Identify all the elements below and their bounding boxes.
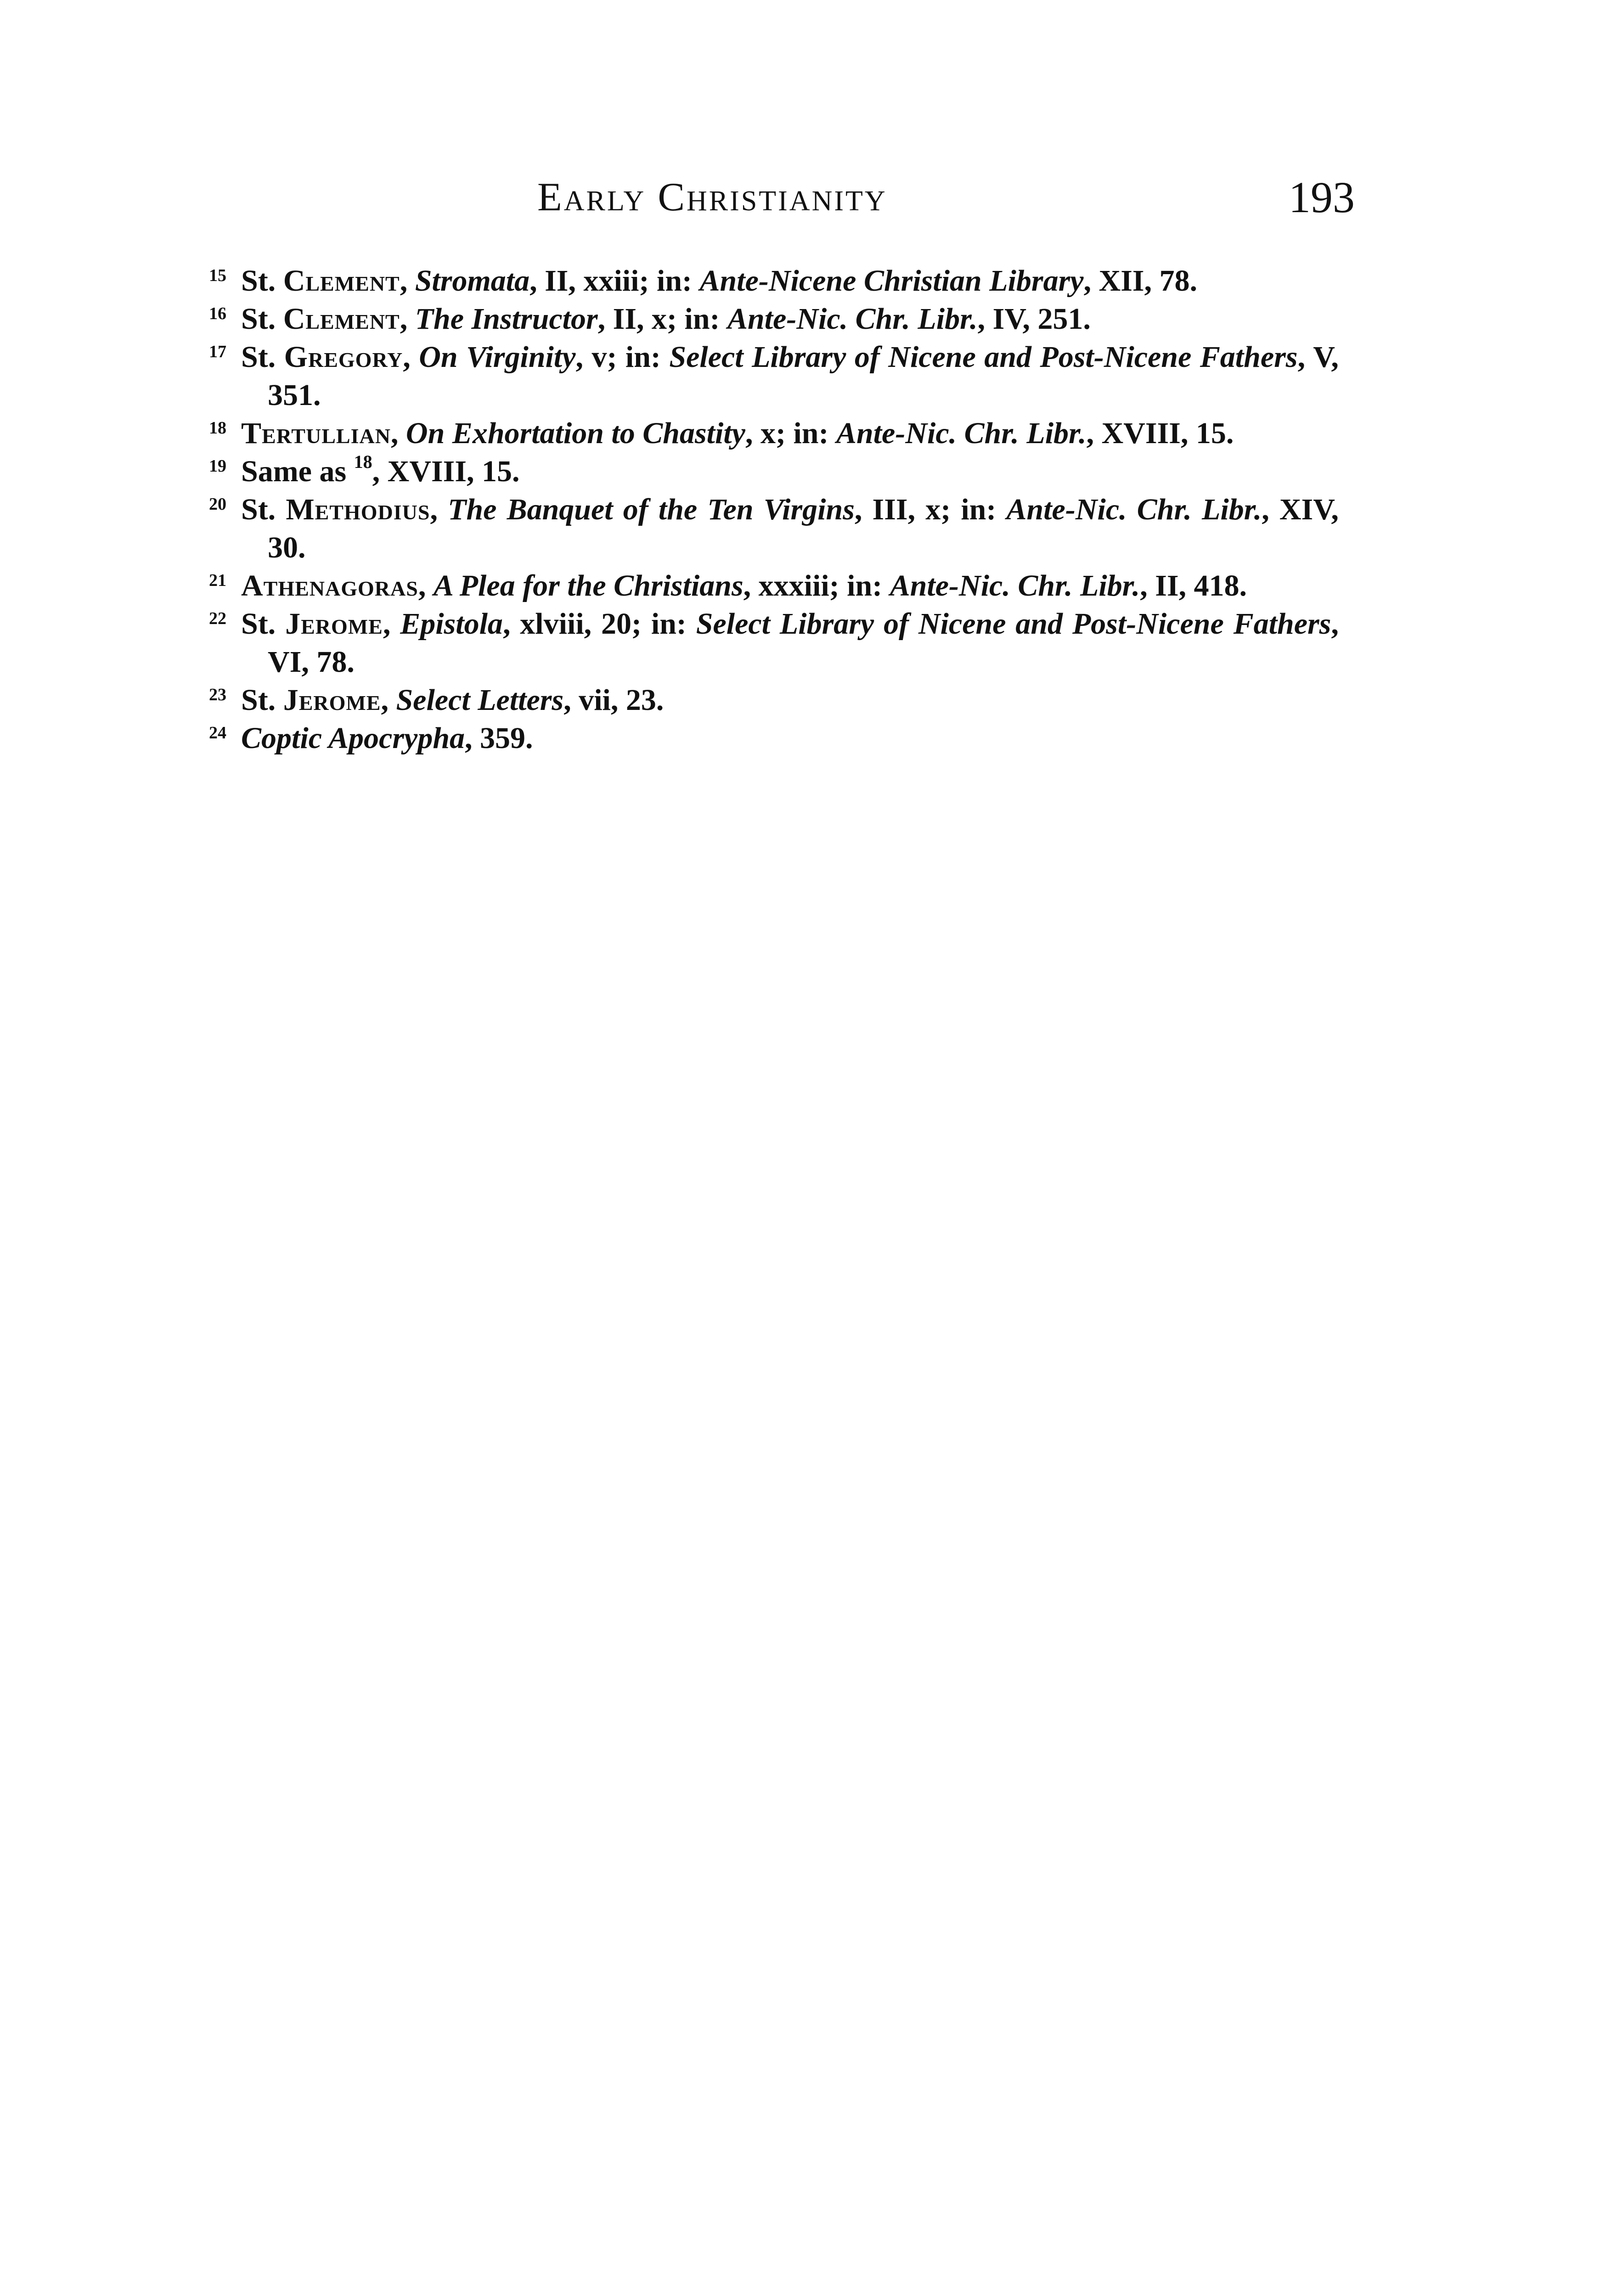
separator: , (400, 302, 415, 336)
citation-detail: , vii, 23. (563, 683, 664, 717)
author-prefix: St. (241, 264, 283, 298)
footnote-text (241, 490, 1339, 567)
footnote-20 (209, 490, 1339, 567)
work-title: Stromata (415, 264, 530, 298)
footnote-text (241, 338, 1339, 414)
separator: , (381, 683, 396, 717)
author-name: Athenagoras (241, 569, 418, 602)
footnote-text (241, 605, 1339, 681)
separator: , (390, 416, 406, 450)
citation-tail: , XVIII, 15. (1086, 416, 1234, 450)
series-title: Ante-Nic. Chr. Libr. (836, 416, 1087, 450)
work-title: The Banquet of the Ten Virgins (448, 493, 855, 526)
author-name: Tertullian (241, 416, 391, 450)
footnote-text (241, 300, 1339, 338)
work-title: On Virginity (419, 340, 576, 374)
author-name: Jerome (283, 683, 381, 717)
footnote-number: 20 (209, 495, 226, 514)
series-title: Ante-Nic. Chr. Libr. (1006, 493, 1262, 526)
separator: , (403, 340, 419, 374)
citation-tail: , 359. (465, 721, 533, 755)
citation-tail: , IV, 251. (977, 302, 1091, 336)
series-title: Select Library of Nicene and Post-Nicene Fathers (696, 607, 1331, 641)
footnote-number: 23 (209, 685, 226, 704)
author-name: Jerome (285, 607, 383, 641)
author-prefix: St. (241, 683, 283, 717)
footnote-number: 16 (209, 304, 226, 323)
author-prefix: St. (241, 340, 284, 374)
series-title: Ante-Nic. Chr. Libr. (890, 569, 1140, 602)
work-title: The Instructor (415, 302, 598, 336)
running-head (230, 170, 1355, 225)
footnote-24 (209, 719, 1339, 757)
work-title: On Exhortation to Chastity (406, 416, 745, 450)
separator: , (400, 264, 415, 298)
footnote-23 (209, 681, 1339, 719)
citation-detail: , x; in: (745, 416, 836, 450)
footnote-19 (209, 452, 1339, 490)
work-title: Coptic Apocrypha (241, 721, 465, 755)
footnote-21 (209, 567, 1339, 605)
footnote-22 (209, 605, 1339, 681)
citation-detail: , II, x; in: (597, 302, 728, 336)
work-title: A Plea for the Christians (433, 569, 743, 602)
citation-tail: , V, 351. (268, 340, 1339, 412)
series-title: Ante-Nicene Christian Library (699, 264, 1084, 298)
note-reference: 18 (354, 451, 372, 472)
citation-tail: , XII, 78. (1083, 264, 1198, 298)
footnote-number: 22 (209, 609, 226, 628)
text-after: , XVIII, 15. (372, 455, 520, 488)
footnote-number: 19 (209, 456, 226, 476)
author-prefix: St. (241, 302, 283, 336)
citation-tail: , XIV, 30. (268, 493, 1339, 564)
citation-tail: , VI, 78. (268, 607, 1339, 679)
page-number: 193 (1289, 173, 1355, 222)
footnote-text (241, 567, 1339, 605)
citation-detail: , xlviii, 20; in: (502, 607, 696, 641)
author-prefix: St. (241, 493, 286, 526)
footnote-15 (209, 262, 1339, 300)
citation-detail: , III, x; in: (854, 493, 1007, 526)
footnote-text (241, 681, 1339, 719)
separator: , (383, 607, 400, 641)
separator: , (430, 493, 448, 526)
footnote-text (241, 414, 1339, 452)
work-title: Select Letters (396, 683, 564, 717)
citation-detail: , v; in: (575, 340, 670, 374)
author-name: Clement (283, 302, 400, 336)
footnote-text (241, 719, 1339, 757)
footnote-text (241, 262, 1339, 300)
author-name: Clement (283, 264, 400, 298)
separator: , (418, 569, 434, 602)
series-title: Select Library of Nicene and Post-Nicene Fathers (669, 340, 1298, 374)
text-before: Same as (241, 455, 354, 488)
footnote-17 (209, 338, 1339, 414)
footnote-text (241, 452, 1339, 490)
citation-detail: , xxxiii; in: (743, 569, 890, 602)
footnote-number: 21 (209, 571, 226, 590)
running-title: Early Christianity (537, 175, 887, 219)
footnote-number: 24 (209, 723, 226, 743)
work-title: Epistola (400, 607, 503, 641)
footnote-number: 15 (209, 266, 226, 285)
footnote-number: 17 (209, 342, 226, 361)
citation-detail: , II, xxiii; in: (529, 264, 700, 298)
footnote-16 (209, 300, 1339, 338)
author-name: Methodius (286, 493, 430, 526)
footnote-number: 18 (209, 418, 226, 438)
footnote-18 (209, 414, 1339, 452)
citation-tail: , II, 418. (1140, 569, 1247, 602)
series-title: Ante-Nic. Chr. Libr. (727, 302, 978, 336)
author-prefix: St. (241, 607, 286, 641)
author-name: Gregory (284, 340, 403, 374)
footnote-list (209, 262, 1339, 757)
